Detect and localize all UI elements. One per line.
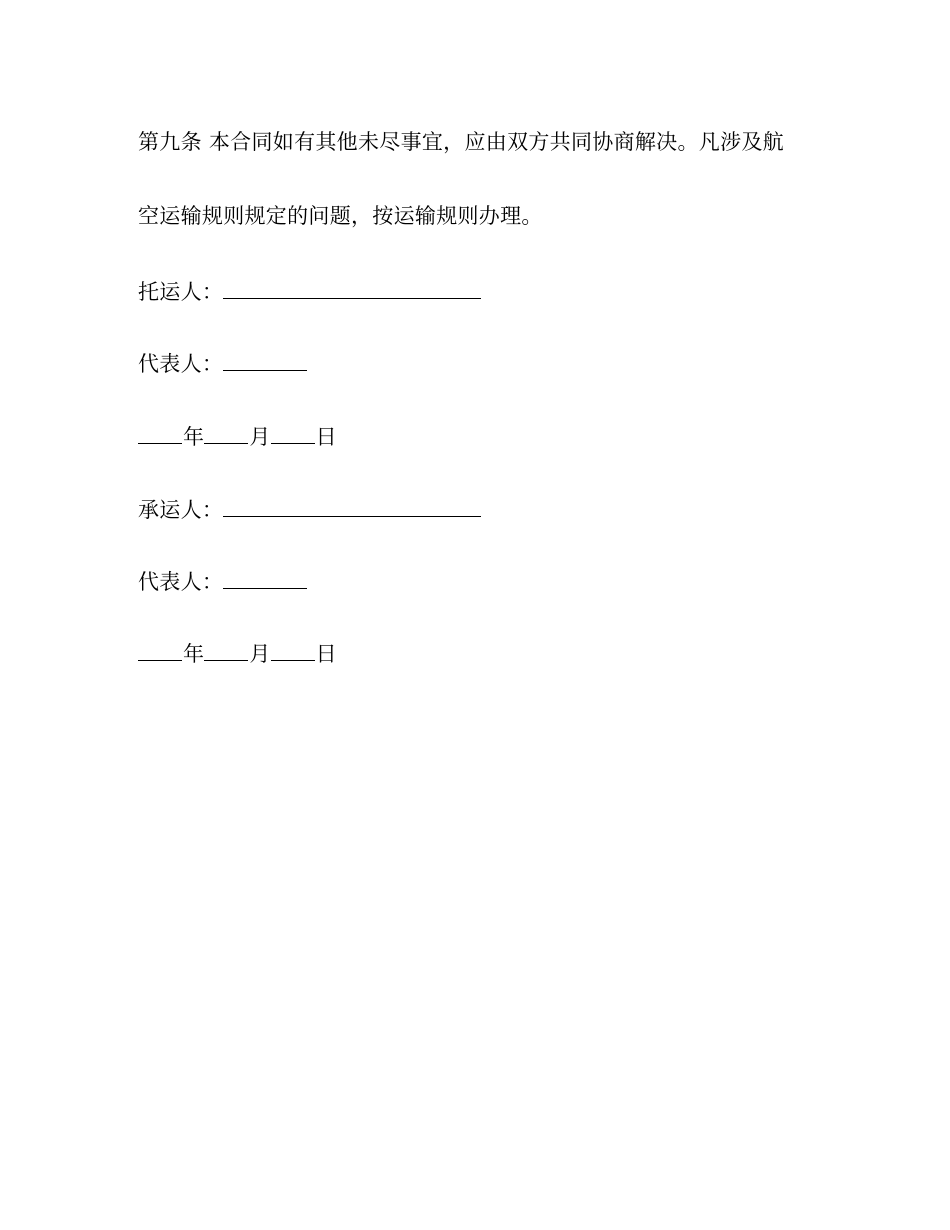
carrier-representative-blank	[223, 566, 307, 589]
shipper-blank	[223, 276, 481, 299]
carrier-representative-line	[138, 566, 308, 596]
carrier-representative-label: 代表人：	[138, 570, 224, 594]
shipper-year-blank	[138, 421, 182, 444]
shipper-day-blank	[271, 421, 315, 444]
shipper-signature-line	[138, 276, 482, 306]
shipper-day-label: 日	[315, 425, 337, 449]
carrier-date-line	[138, 638, 337, 668]
shipper-representative-line	[138, 348, 308, 378]
shipper-representative-blank	[223, 348, 307, 371]
carrier-label: 承运人：	[138, 498, 224, 522]
article-nine-line-1: 第九条 本合同如有其他未尽事宜，应由双方共同协商解决。凡涉及航	[138, 130, 784, 154]
shipper-label: 托运人：	[138, 280, 224, 304]
shipper-month-blank	[204, 421, 248, 444]
carrier-blank	[223, 494, 481, 517]
article-nine-line-2: 空运输规则规定的问题，按运输规则办理。	[138, 204, 543, 228]
shipper-month-label: 月	[249, 425, 271, 449]
carrier-signature-line	[138, 494, 482, 524]
shipper-representative-label: 代表人：	[138, 352, 224, 376]
carrier-day-blank	[271, 638, 315, 661]
shipper-date-line	[138, 421, 337, 451]
carrier-month-label: 月	[249, 642, 271, 666]
carrier-year-label: 年	[183, 642, 205, 666]
carrier-day-label: 日	[315, 642, 337, 666]
shipper-year-label: 年	[183, 425, 205, 449]
carrier-year-blank	[138, 638, 182, 661]
carrier-month-blank	[204, 638, 248, 661]
